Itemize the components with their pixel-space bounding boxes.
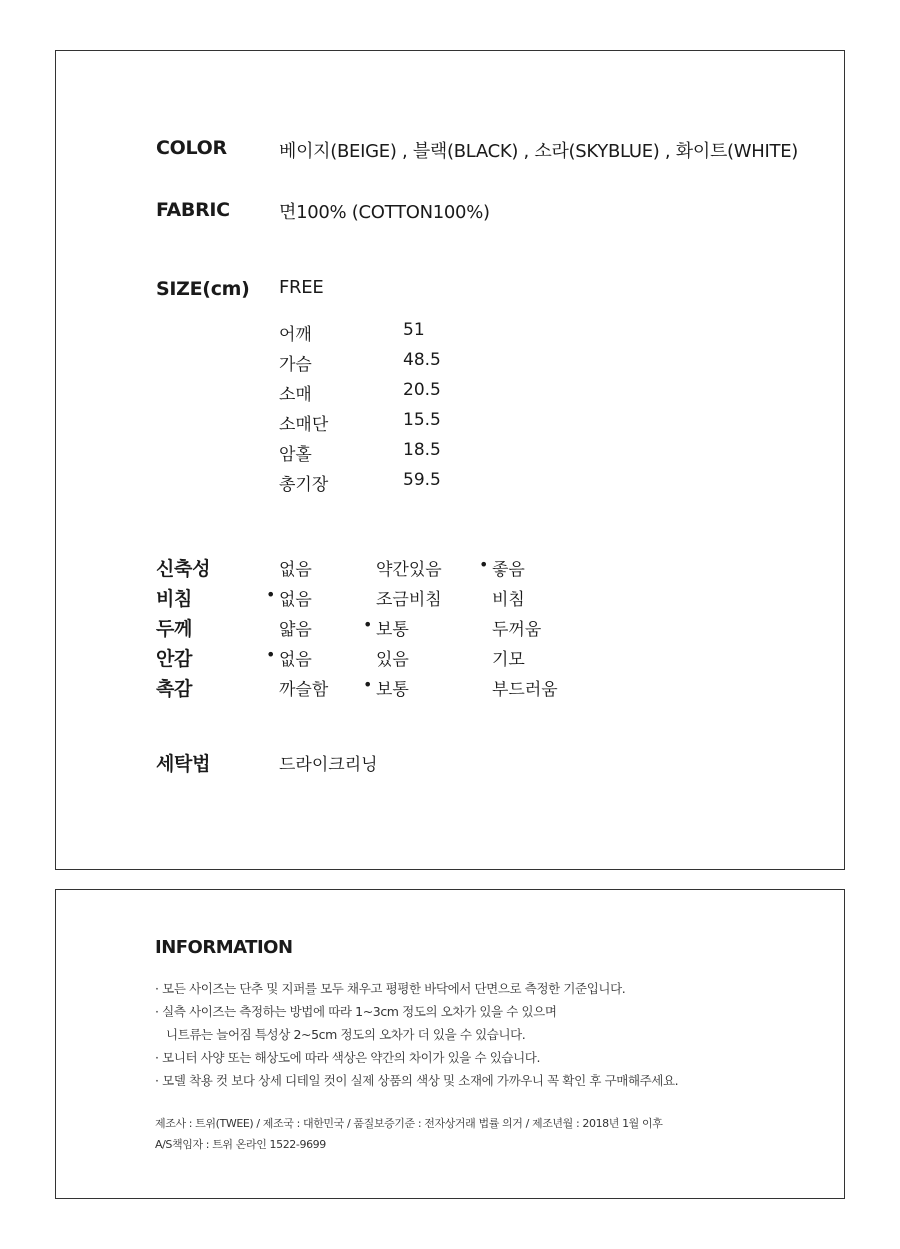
fabric-value: 면100% (COTTON100%): [279, 202, 490, 223]
measurement-name: 암홀: [279, 445, 312, 465]
information-note: · 실측 사이즈는 측정하는 방법에 따라 1~3cm 정도의 오차가 있을 수 있으며: [155, 1004, 557, 1019]
attribute-label: 신축성: [156, 558, 211, 580]
attribute-option-selected: • 보통: [376, 615, 409, 640]
measurement-value: 59.5: [403, 470, 441, 490]
attribute-option: 조금비침: [376, 590, 442, 610]
attribute-option: 까슬함: [279, 680, 329, 700]
manufacturer-info: 제조사 : 트위(TWEE) / 제조국 : 대한민국 / 품질보증기준 : 전자상거래 법률 의거 / 제조년월 : 2018년 1월 이후: [155, 1117, 663, 1130]
color-value: 베이지(BEIGE) , 블랙(BLACK) , 소라(SKYBLUE) , 화이트(WHITE): [279, 141, 798, 162]
product-spec-panel: [55, 50, 845, 870]
information-note: · 모든 사이즈는 단추 및 지퍼를 모두 채우고 평평한 바닥에서 단면으로 측정한 기준입니다.: [155, 981, 626, 996]
attribute-option: 부드러움: [492, 680, 558, 700]
attribute-label: 촉감: [156, 678, 193, 700]
attribute-option-selected: • 보통: [376, 675, 409, 700]
attribute-option: 기모: [492, 650, 525, 670]
information-note: 니트류는 늘어짐 특성상 2~5cm 정도의 오차가 더 있을 수 있습니다.: [166, 1027, 526, 1042]
attribute-label: 안감: [156, 648, 193, 670]
measurement-value: 18.5: [403, 440, 441, 460]
measurement-name: 총기장: [279, 475, 329, 495]
measurement-name: 어깨: [279, 325, 312, 345]
attribute-option: 두꺼움: [492, 620, 542, 640]
attribute-label: 비침: [156, 588, 193, 610]
information-title: INFORMATION: [155, 937, 293, 958]
attribute-option: 얇음: [279, 620, 312, 640]
measurement-name: 소매단: [279, 415, 329, 435]
information-note: · 모니터 사양 또는 해상도에 따라 색상은 약간의 차이가 있을 수 있습니다.: [155, 1050, 541, 1065]
attribute-label: 두께: [156, 618, 193, 640]
attribute-option: 없음: [279, 560, 312, 580]
attribute-option-selected: • 없음: [279, 585, 312, 610]
washing-label: 세탁법: [156, 753, 211, 775]
fabric-label: FABRIC: [156, 199, 230, 221]
measurement-value: 15.5: [403, 410, 441, 430]
measurement-value: 20.5: [403, 380, 441, 400]
color-label: COLOR: [156, 137, 227, 159]
information-note: · 모델 착용 컷 보다 상세 디테일 컷이 실제 상품의 색상 및 소재에 가까우니 꼭 확인 후 구매해주세요.: [155, 1073, 679, 1088]
washing-value: 드라이크리닝: [279, 755, 378, 775]
measurement-value: 48.5: [403, 350, 441, 370]
size-label: SIZE(cm): [156, 278, 250, 300]
attribute-option: 있음: [376, 650, 409, 670]
as-contact-info: A/S책임자 : 트위 온라인 1522-9699: [155, 1138, 326, 1151]
size-value: FREE: [279, 277, 324, 298]
attribute-option: 약간있음: [376, 560, 442, 580]
attribute-option: 비침: [492, 590, 525, 610]
attribute-option-selected: • 없음: [279, 645, 312, 670]
attribute-option-selected: • 좋음: [492, 555, 525, 580]
measurement-value: 51: [403, 320, 425, 340]
measurement-name: 가슴: [279, 355, 312, 375]
information-panel: [55, 889, 845, 1199]
measurement-name: 소매: [279, 385, 312, 405]
